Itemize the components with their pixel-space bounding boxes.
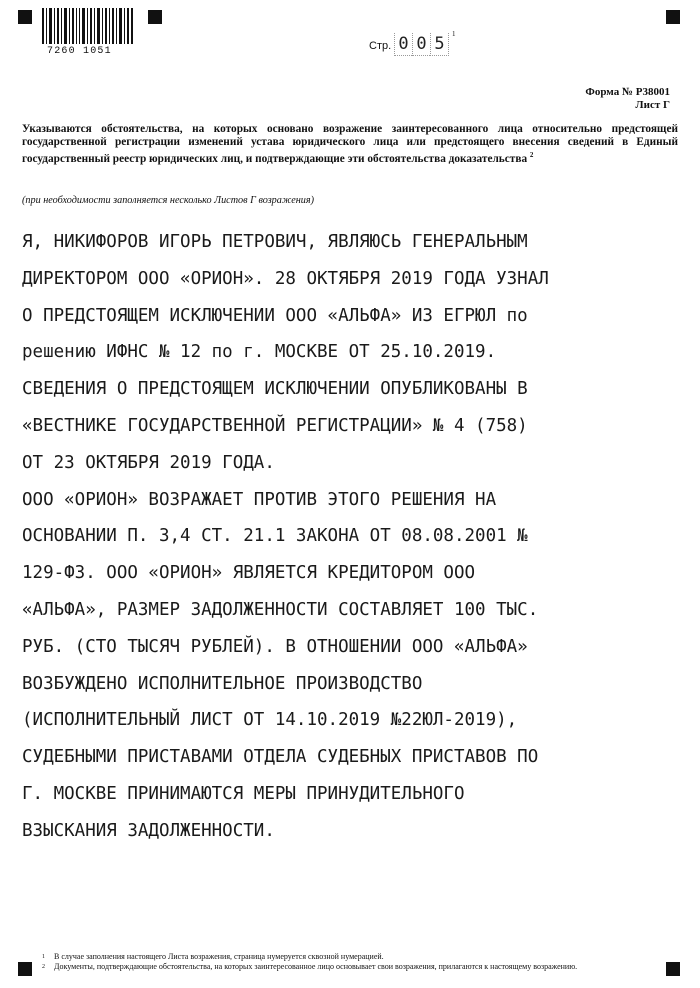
page-digit: 5 bbox=[430, 33, 449, 56]
text-line: О ПРЕДСТОЯЩЕМ ИСКЛЮЧЕНИИ ООО «АЛЬФА» ИЗ ЕГРЮЛ по bbox=[22, 305, 528, 326]
footnotes bbox=[42, 952, 662, 972]
footnote bbox=[42, 962, 662, 972]
barcode-number: 7260 1051 bbox=[47, 46, 112, 57]
heading-footnote-mark: 2 bbox=[529, 151, 534, 160]
text-line: РУБ. (СТО ТЫСЯЧ РУБЛЕЙ). В ОТНОШЕНИИ ООО «АЛЬФА» bbox=[22, 636, 528, 657]
barcode-image bbox=[42, 8, 134, 44]
page-footnote-mark: 1 bbox=[452, 30, 456, 38]
footnote-number: 2 bbox=[42, 964, 45, 970]
text-line: СВЕДЕНИЯ О ПРЕДСТОЯЩЕМ ИСКЛЮЧЕНИИ ОПУБЛИКОВАНЫ В bbox=[22, 379, 528, 400]
footnote-text: В случае заполнения настоящего Листа возражения, страница нумеруется сквозной нумерацией. bbox=[54, 952, 384, 961]
text-line: 129-ФЗ. ООО «ОРИОН» ЯВЛЯЕТСЯ КРЕДИТОРОМ ООО bbox=[22, 563, 476, 584]
text-line: Я, НИКИФОРОВ ИГОРЬ ПЕТРОВИЧ, ЯВЛЯЮСЬ ГЕНЕРАЛЬНЫМ bbox=[22, 232, 528, 252]
section-heading bbox=[22, 123, 678, 166]
page-number-field bbox=[394, 33, 449, 56]
text-line: ООО «ОРИОН» ВОЗРАЖАЕТ ПРОТИВ ЭТОГО РЕШЕНИЯ НА bbox=[22, 489, 497, 510]
text-line: ДИРЕКТОРОМ ООО «ОРИОН». 28 ОКТЯБРЯ 2019 ГОДА УЗНАЛ bbox=[22, 268, 549, 289]
fill-note: (при необходимости заполняется несколько Листов Г возражения) bbox=[22, 195, 315, 206]
section-heading-text: Указываются обстоятельства, на которых основано возражение заинтересованного лица относительно предстоящей государственной регистрации изменений устава юридического лица или предстоящего внесения сведений в Единый государственный реестр юридических лиц, и подтверждающие эти обстоятельства доказательства bbox=[22, 123, 678, 166]
registration-marker-right bbox=[666, 10, 680, 24]
page-number-label: Стр. bbox=[369, 40, 392, 52]
footnote-text: Документы, подтверждающие обстоятельства, на которых заинтересованное лицо основывает свои возражения, прилагаются к настоящему возражению. bbox=[54, 962, 578, 971]
text-line: Г. МОСКВЕ ПРИНИМАЮТСЯ МЕРЫ ПРИНУДИТЕЛЬНОГО bbox=[22, 783, 465, 804]
page-digit: 0 bbox=[412, 33, 430, 56]
text-line: «ВЕСТНИКЕ ГОСУДАРСТВЕННОЙ РЕГИСТРАЦИИ» № 4 (758) bbox=[22, 415, 528, 436]
footnote bbox=[42, 952, 662, 962]
text-line: «АЛЬФА», РАЗМЕР ЗАДОЛЖЕННОСТИ СОСТАВЛЯЕТ 100 ТЫС. bbox=[22, 599, 539, 620]
text-line: СУДЕБНЫМИ ПРИСТАВАМИ ОТДЕЛА СУДЕБНЫХ ПРИСТАВОВ ПО bbox=[22, 747, 539, 768]
text-line: решению ИФНС № 12 по г. МОСКВЕ ОТ 25.10.2019. bbox=[22, 342, 497, 363]
form-number: Форма № Р38001 bbox=[585, 86, 670, 98]
footnote-number: 1 bbox=[42, 954, 45, 960]
registration-marker-bottom-left bbox=[18, 962, 32, 976]
text-line: ВЗЫСКАНИЯ ЗАДОЛЖЕННОСТИ. bbox=[22, 820, 275, 841]
text-line: (ИСПОЛНИТЕЛЬНЫЙ ЛИСТ ОТ 14.10.2019 №22ЮЛ-2019), bbox=[22, 710, 518, 731]
sheet-label: Лист Г bbox=[635, 99, 670, 111]
registration-marker-bottom-right bbox=[666, 962, 680, 976]
text-line: ОСНОВАНИИ П. 3,4 СТ. 21.1 ЗАКОНА ОТ 08.08.2001 № bbox=[22, 526, 528, 547]
text-line: ОТ 23 ОКТЯБРЯ 2019 ГОДА. bbox=[22, 452, 275, 473]
registration-marker-top-right bbox=[148, 10, 162, 24]
registration-marker-top-left bbox=[18, 10, 32, 24]
objection-text bbox=[22, 228, 682, 854]
page-digit: 0 bbox=[394, 33, 412, 56]
text-line: ВОЗБУЖДЕНО ИСПОЛНИТЕЛЬНОЕ ПРОИЗВОДСТВО bbox=[22, 673, 423, 694]
